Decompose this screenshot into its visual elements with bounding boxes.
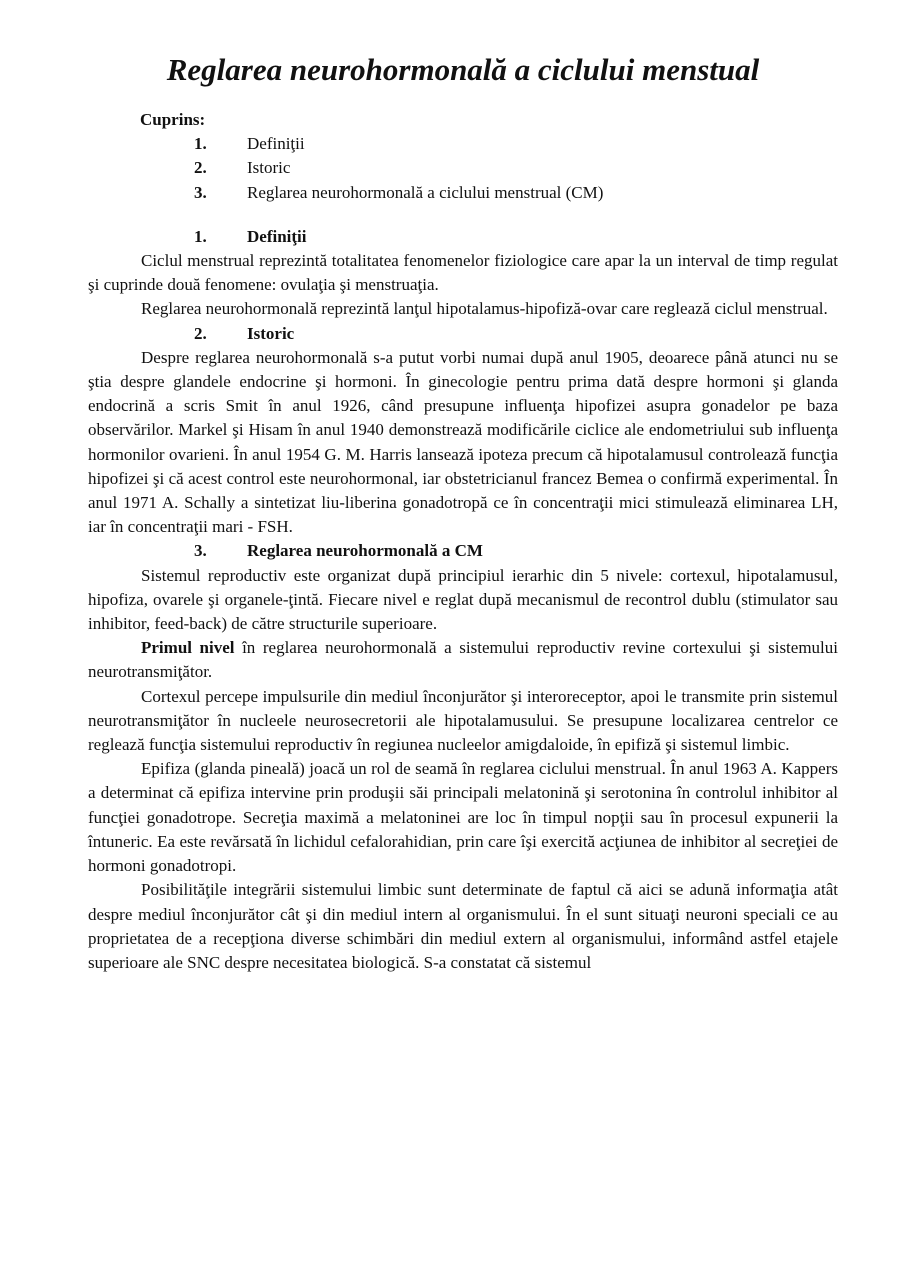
paragraph: Reglarea neurohormonală reprezintă lanţul hipotalamus-hipofiză-ovar care reglează ciclul menstrual. bbox=[141, 299, 828, 319]
toc-item-number: 3. bbox=[194, 182, 207, 202]
section-number: 3. bbox=[194, 541, 207, 561]
paragraph bbox=[88, 636, 838, 684]
document-title: Reglarea neurohormonală a ciclului menstual bbox=[166, 52, 760, 87]
paragraph: Ciclul menstrual reprezintă totalitatea fenomenelor fiziologice care apar la un interval de timp regulat şi cuprinde două fenomene: ovulaţia şi menstruaţia. bbox=[88, 251, 838, 295]
toc-item-number: 2. bbox=[194, 158, 207, 178]
toc-heading: Cuprins: bbox=[140, 110, 206, 129]
section-number: 2. bbox=[194, 323, 207, 343]
table-of-contents bbox=[88, 108, 838, 205]
section-title: Reglarea neurohormonală a CM bbox=[247, 541, 483, 561]
section-title: Istoric bbox=[247, 323, 295, 343]
section-heading-regulation bbox=[88, 539, 838, 563]
paragraph: Posibilităţile integrării sistemului limbic sunt determinate de faptul că aici se adună informaţia atât despre mediul înconjurător cât şi din mediul intern al organismului. În el sunt situaţi neuroni speciali ce au proprietatea de a recepţiona diverse schimbări din mediul extern al organismului, informând astfel etajele superioare ale SNC despre necesitatea biologică. S-a constatat că sistemul bbox=[88, 880, 838, 972]
emphasis-first-level: Primul nivel bbox=[141, 638, 235, 658]
section-number: 1. bbox=[194, 226, 207, 246]
toc-item bbox=[88, 132, 838, 156]
paragraph-text: în reglarea neurohormonală a sistemului reproductiv revine cortexului şi sistemului neurotransmiţător. bbox=[88, 638, 838, 682]
section-title: Definiţii bbox=[247, 226, 307, 246]
toc-item-label: Istoric bbox=[247, 158, 291, 178]
toc-item bbox=[88, 181, 838, 205]
paragraph: Despre reglarea neurohormonală s-a putut vorbi numai după anul 1905, deoarece până atunci nu se ştia despre glandele endocrine şi hormoni. În ginecologie pentru prima dată despre hormoni şi glanda endocrină a scris Smit în anul 1926, când presupune influenţa hipofizei asupra gonadelor pe baza observărilor. Markel şi Hisam în anul 1940 demonstrează modificările ciclice ale endometriului sub influenţa hormonilor ovarieni. În anul 1954 G. M. Harris lansează ipoteza precum că hipotalamusul controlează funcţia hipofizei şi că acest control este neurohormonal, iar obstetricianul francez Bemea o confirmă experimental. În anul 1971 A. Schally a sintetizat liu-liberina gonadotropă ce în concentraţii mici stimulează eliminarea LH, iar în concentraţii mari - FSH. bbox=[88, 347, 838, 537]
section-heading-history bbox=[88, 322, 838, 346]
toc-item-label: Reglarea neurohormonală a ciclului menstrual (CM) bbox=[247, 182, 604, 202]
toc-item-label: Definiţii bbox=[247, 134, 305, 154]
spacer bbox=[88, 205, 838, 225]
toc-item bbox=[88, 156, 838, 180]
section-heading-definitions bbox=[88, 225, 838, 249]
paragraph: Epifiza (glanda pineală) joacă un rol de seamă în reglarea ciclului menstrual. În anul 1963 A. Kappers a determinat că epifiza intervine prin produşii săi principali melatonină şi serotonina în controlul inhibitor al funcţiei gonadotrope. Secreţia maximă a melatoninei are loc în timpul nopţii sau în procesul expunerii la întuneric. Ea este revărsată în lichidul cefalorahidian, prin care îşi exercită acţiunea de inhibitor al secreţiei de hormoni gonadotropi. bbox=[88, 759, 838, 876]
paragraph: Sistemul reproductiv este organizat după principiul ierarhic din 5 nivele: cortexul, hipotalamusul, hipofiza, ovarele şi organele-ţintă. Fiecare nivel e reglat după mecanismul de recontrol dublu (stimulator sau inhibitor, feed-back) de către structurile superioare. bbox=[88, 565, 838, 634]
paragraph: Cortexul percepe impulsurile din mediul înconjurător şi interoreceptor, apoi le transmite prin sistemul neurotransmiţător în nucleele neurosecretorii ale hipotalamusului. Se presupune localizarea centrelor ce reglează funcţia sistemului reproductiv în regiunea nucleelor amigdaloide, în epifiză şi sistemul limbic. bbox=[88, 686, 838, 755]
toc-item-number: 1. bbox=[194, 134, 207, 154]
